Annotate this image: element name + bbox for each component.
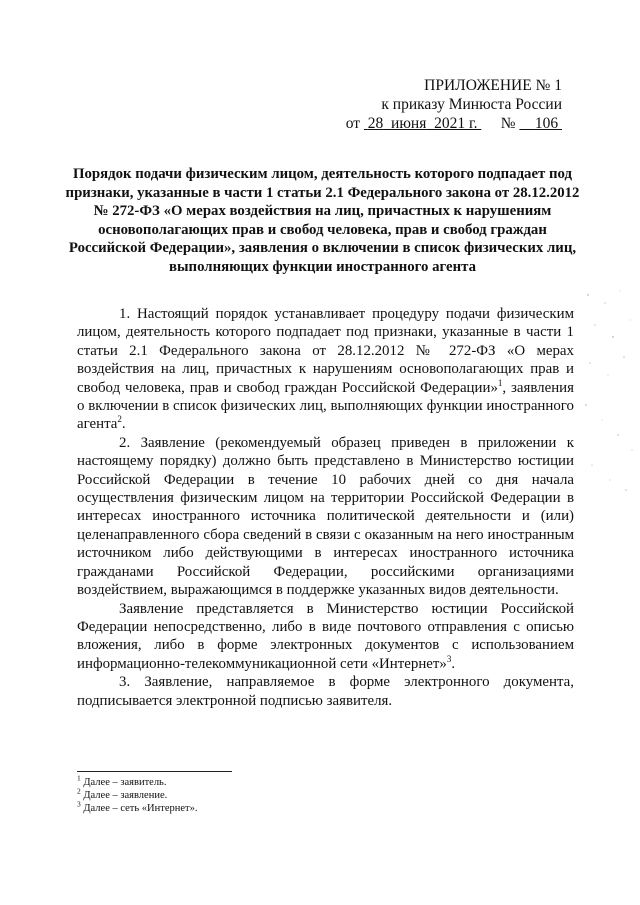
footnote-3: $^3$ Далее – сеть «Интернет». — [77, 799, 198, 814]
order-date-number — [346, 114, 562, 133]
number-label: № — [500, 115, 516, 132]
order-number: 106 — [534, 115, 559, 132]
scan-noise — [580, 285, 640, 495]
footnote-ref-1: 1 — [497, 377, 503, 388]
document-body — [77, 305, 574, 710]
appendix-header — [346, 76, 562, 133]
date-prefix: от — [345, 115, 361, 132]
paragraph-2: 2. Заявление (рекомендуемый образец приведен в приложении к настоящему порядку) должно быть представлено в Министерство юстиции Российской Федерации в течение 10 рабочих дней со дня начала осуществления физическим лицом на территории Российской Федерации в интересах иностранного источника политической деятельности и (или) целенаправленного сбора сведений в связи с оказанным на него иностранным источником либо действующими в интересах иностранного источника гражданами Российской Федерации, российскими организациями воздействием, выражающимся в поддержке указанных видов деятельности. — [77, 434, 574, 599]
date-month: июня — [391, 115, 427, 132]
paragraph-3: Заявление представляется в Министерство юстиции Российской Федерации непосредственно, либо в виде почтового отправления с описью вложения, либо в форме электронных документов с использованием информационно-телекоммуникационной сети «Интернет»$^3$. — [77, 600, 574, 672]
order-reference: к приказу Минюста России — [381, 96, 562, 113]
footnotes — [77, 773, 377, 815]
date-year: 2021 г. — [434, 115, 478, 132]
footnote-ref-2: 2 — [117, 414, 122, 425]
document-title: Порядок подачи физическим лицом, деятельность которого подпадает под признаки, указанные в части 1 статьи 2.1 Федерального закона от 28.12.2012 № 272-ФЗ «О мерах воздействия на лиц, причастных к нарушениям основополагающих прав и свобод человека, прав и свобод граждан Российской Федерации», заявления о включении в список физических лиц, выполняющих функции иностранного агента — [65, 166, 580, 275]
footnote-divider — [77, 771, 232, 772]
footnote-1: $^1$ Далее – заявитель. — [77, 773, 167, 788]
paragraph-4: 3. Заявление, направляемое в форме электронного документа, подписывается электронной подписью заявителя. — [77, 674, 574, 709]
date-day: 28 июня 2021 г. — [367, 115, 478, 132]
footnote-ref-3: 3 — [446, 653, 452, 664]
appendix-title: ПРИЛОЖЕНИЕ № 1 — [424, 77, 562, 94]
paragraph-1: 1. Настоящий порядок устанавливает процедуру подачи физическим лицом, деятельность которого подпадает под признаки, указанные в части 1 статьи 2.1 Федерального закона от 28.12.2012 № 272-ФЗ «О мерах воздействия на лиц, причастных к нарушениям основополагающих прав и свобод человека, прав и свобод граждан Российской Федерации»$^1$, заявления о включении в список физических лиц, выполняющих функции иностранного агента$^2$. — [77, 306, 574, 433]
footnote-2: $^2$ Далее – заявление. — [77, 786, 168, 801]
